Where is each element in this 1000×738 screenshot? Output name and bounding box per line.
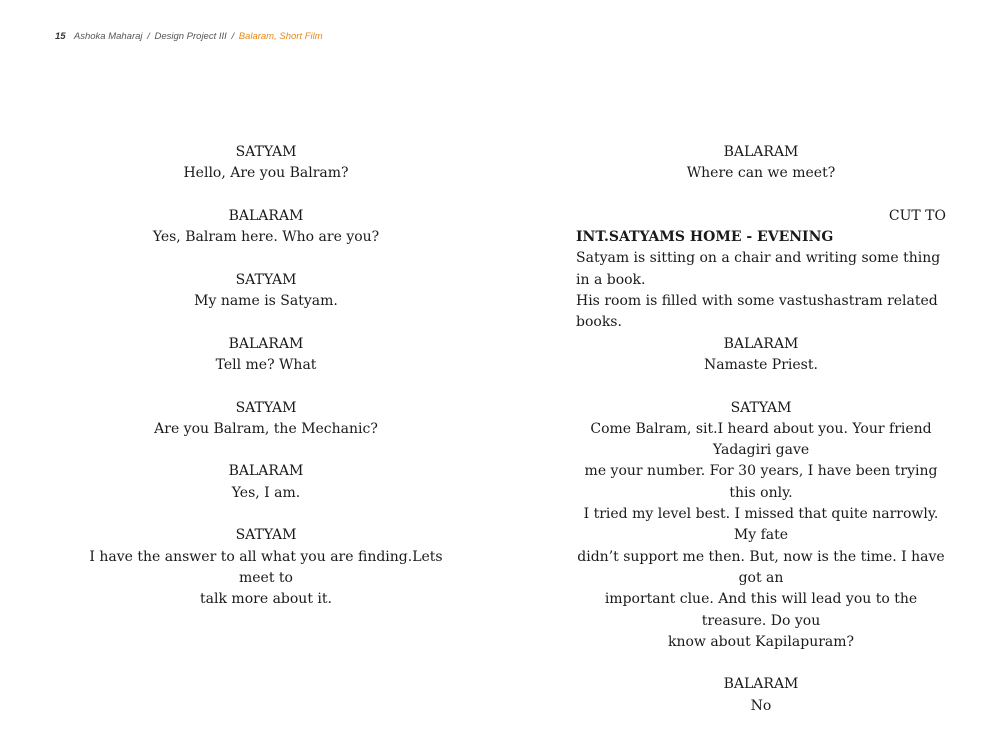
dialogue-line: didn’t support me then. But, now is the time. I have got an <box>577 548 945 586</box>
speaker-name: BALARAM <box>228 335 304 352</box>
dialogue-line: talk more about it. <box>200 591 332 608</box>
header-author: Ashoka Maharaj <box>73 31 143 42</box>
page-header <box>55 31 323 42</box>
dialogue-line: Come Balram, sit.I heard about you. Your friend Yadagiri gave <box>590 420 932 459</box>
dialogue-block <box>88 461 444 504</box>
dialogue-line: Tell me? What <box>215 356 317 373</box>
script-right-column <box>576 142 946 738</box>
action-line: His room is filled with some vastushastram related books. <box>576 293 938 331</box>
dialogue-line: Where can we meet? <box>686 165 836 182</box>
header-separator: / <box>147 31 150 42</box>
dialogue-line: know about Kapilapuram? <box>667 633 855 650</box>
dialogue-line: No <box>750 697 772 714</box>
page-number: 15 <box>55 31 66 42</box>
dialogue-block <box>576 142 946 185</box>
dialogue-line: important clue. And this will lead you to the treasure. Do you <box>604 591 918 629</box>
action-block <box>576 248 946 333</box>
action-line: Satyam is sitting on a chair and writing some thing in a book. <box>576 250 941 288</box>
dialogue-line: My name is Satyam. <box>194 293 338 310</box>
dialogue-line: I have the answer to all what you are finding.Lets meet to <box>89 548 443 586</box>
speaker-name: SATYAM <box>235 527 297 544</box>
speaker-name: BALARAM <box>723 676 799 693</box>
dialogue-block <box>576 398 946 654</box>
speaker-name: SATYAM <box>235 144 297 160</box>
dialogue-block <box>576 334 946 377</box>
dialogue-line: Hello, Are you Balram? <box>183 165 349 182</box>
scene-heading <box>576 227 946 248</box>
script-left-column <box>88 142 444 632</box>
dialogue-line: Yes, I am. <box>231 484 301 501</box>
transition-text: CUT TO <box>888 207 946 224</box>
dialogue-line: me your number. For 30 years, I have been trying this only. <box>584 463 938 501</box>
dialogue-block <box>88 142 444 185</box>
dialogue-block <box>88 270 444 313</box>
dialogue-block <box>88 398 444 441</box>
dialogue-line: Yes, Balram here. Who are you? <box>152 229 380 246</box>
header-film-title: Balaram, Short Film <box>238 31 323 42</box>
speaker-name: BALARAM <box>723 335 799 352</box>
scene-heading-text: INT.SATYAMS HOME - EVENING <box>576 229 834 246</box>
header-project: Design Project III <box>154 31 227 42</box>
dialogue-block <box>88 525 444 610</box>
dialogue-line: Are you Balram, the Mechanic? <box>154 420 378 437</box>
speaker-name: BALARAM <box>228 463 304 480</box>
dialogue-block <box>88 334 444 377</box>
dialogue-block <box>88 206 444 249</box>
dialogue-block <box>576 674 946 717</box>
dialogue-line: Namaste Priest. <box>704 356 818 373</box>
scene-transition <box>576 206 946 227</box>
dialogue-line: I tried my level best. I missed that quite narrowly. My fate <box>583 506 939 544</box>
speaker-name: SATYAM <box>235 399 297 416</box>
speaker-name: BALARAM <box>228 207 304 224</box>
speaker-name: SATYAM <box>235 271 297 288</box>
speaker-name: BALARAM <box>723 144 799 160</box>
header-separator: / <box>231 31 235 42</box>
speaker-name: SATYAM <box>730 399 792 416</box>
